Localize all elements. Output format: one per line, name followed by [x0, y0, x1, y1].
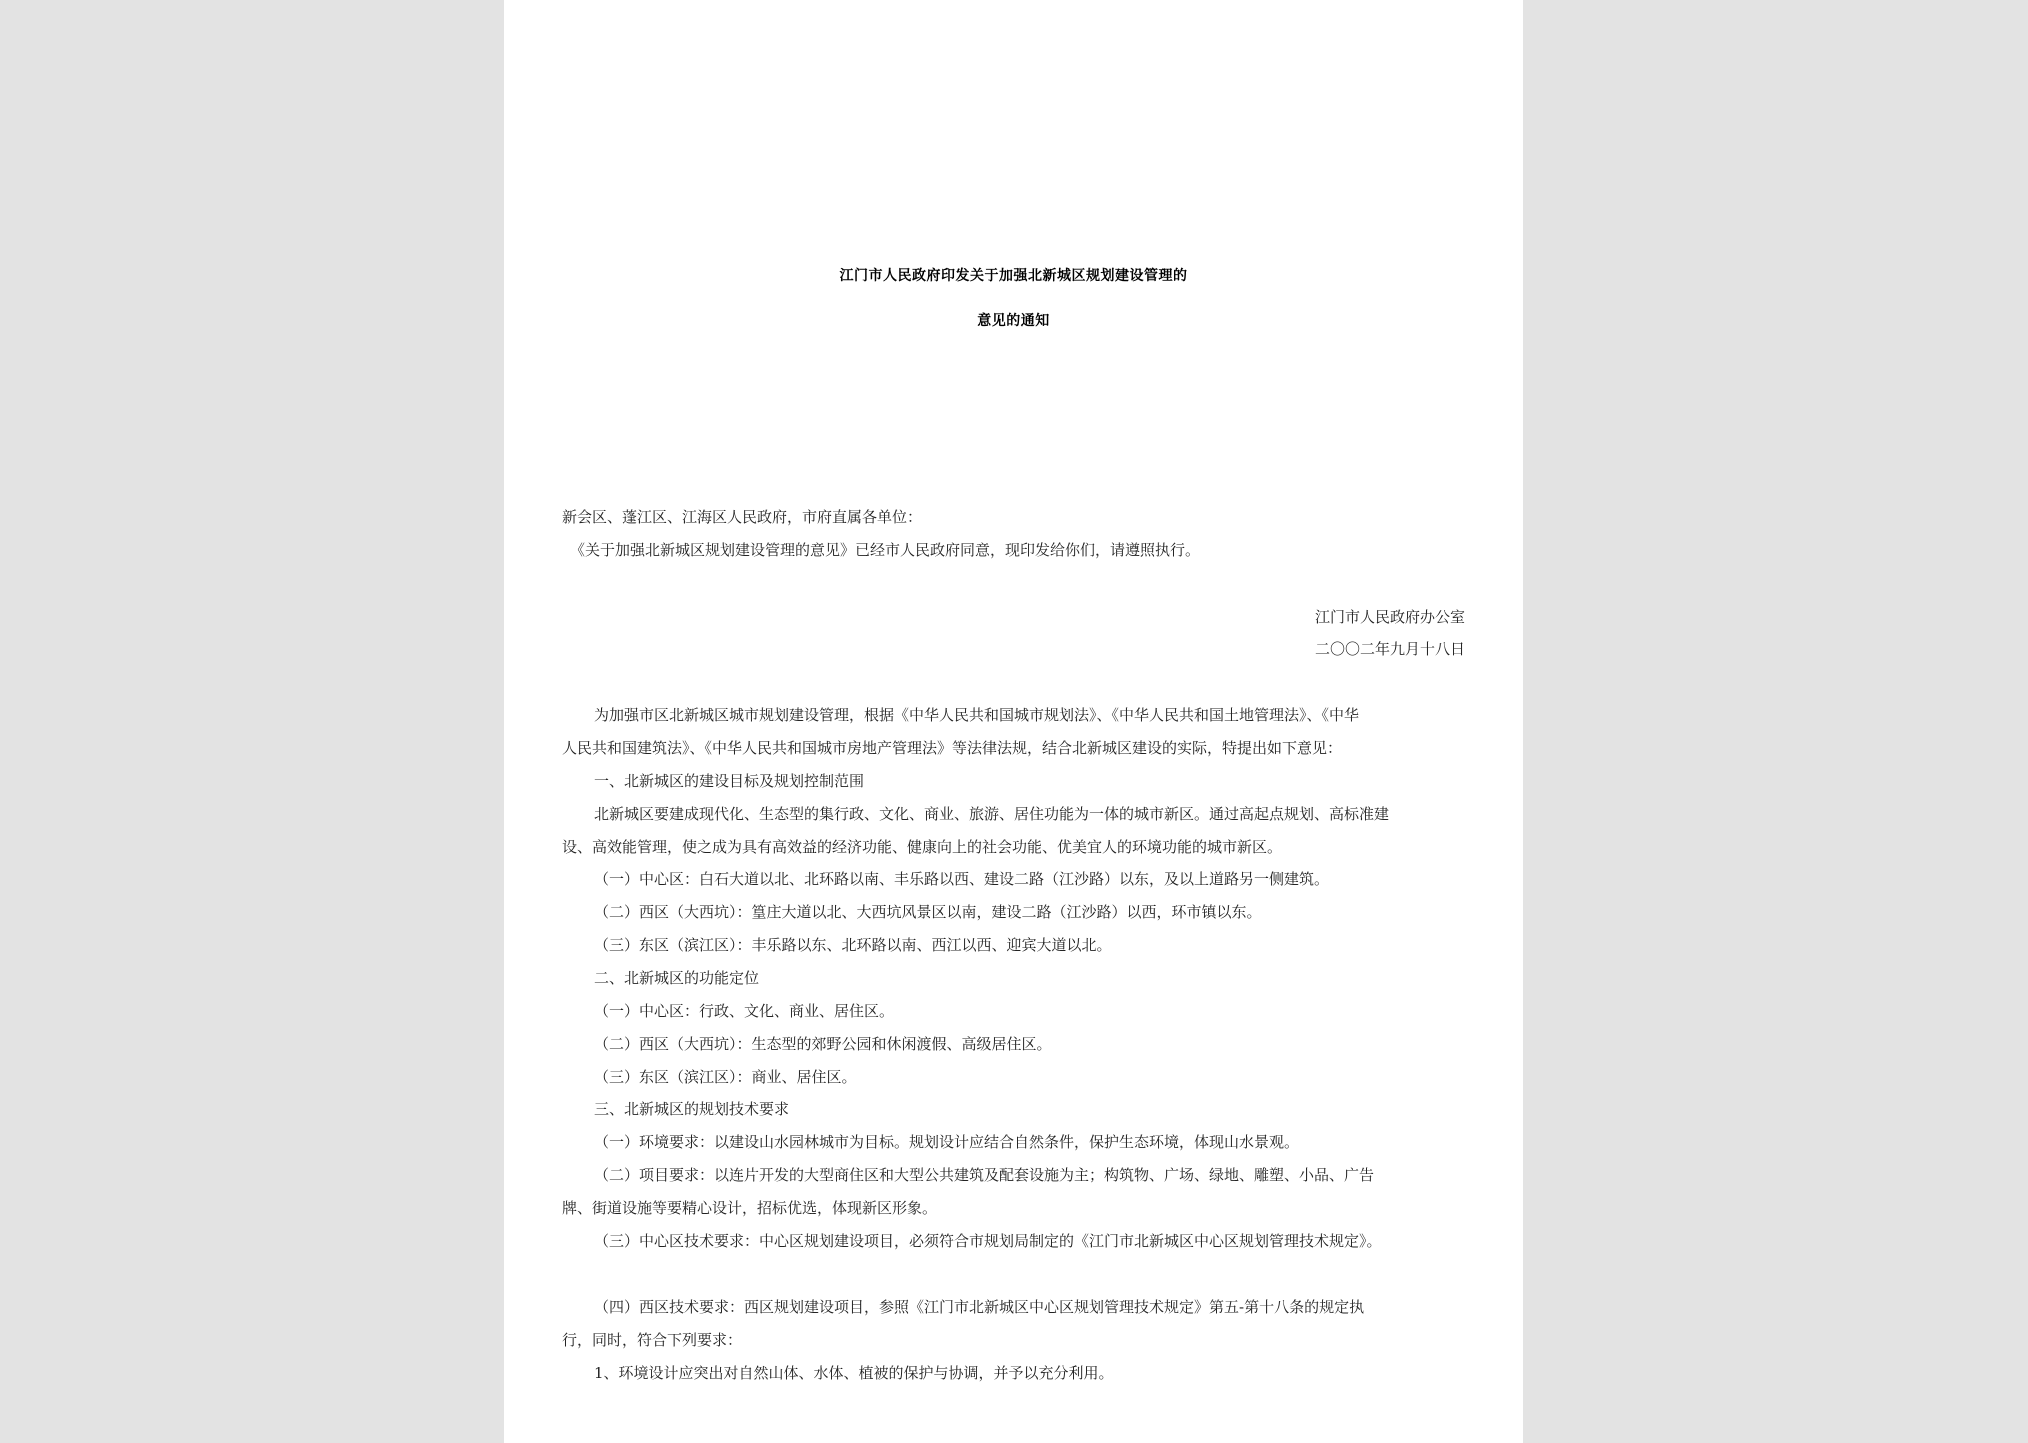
list-item: （三）中心区技术要求：中心区规划建设项目，必须符合市规划局制定的《江门市北新城区中心区规划管理技术规定》。	[594, 1232, 1382, 1250]
list-item: （二）西区（大西坑）：生态型的郊野公园和休闲渡假、高级居住区。	[594, 1035, 1052, 1053]
list-item: （一）环境要求：以建设山水园林城市为目标。规划设计应结合自然条件，保护生态环境，体现山水景观。	[594, 1133, 1300, 1151]
body-paragraph-line: 行，同时，符合下列要求：	[562, 1331, 743, 1349]
body-paragraph-line: 为加强市区北新城区城市规划建设管理，根据《中华人民共和国城市规划法》、《中华人民共和国土地管理法》、《中华	[594, 706, 1360, 724]
body-paragraph-line: 设、高效能管理，使之成为具有高效益的经济功能、健康向上的社会功能、优美宜人的环境功能的城市新区。	[562, 838, 1283, 856]
section-heading: 一、北新城区的建设目标及规划控制范围	[594, 772, 865, 790]
list-item: （三）东区（滨江区）：商业、居住区。	[594, 1068, 857, 1086]
signature-org: 江门市人民政府办公室	[1314, 608, 1465, 626]
list-item: （四）西区技术要求：西区规划建设项目，参照《江门市北新城区中心区规划管理技术规定》第五-第十八条的规定执	[594, 1298, 1365, 1316]
section-heading: 三、北新城区的规划技术要求	[594, 1100, 790, 1118]
section-heading: 二、北新城区的功能定位	[594, 969, 760, 987]
document-title-line-2: 意见的通知	[977, 313, 1050, 329]
list-item: （一）中心区：行政、文化、商业、居住区。	[594, 1002, 895, 1020]
issue-note	[504, 474, 1523, 494]
list-item: （一）中心区：白石大道以北、北环路以南、丰乐路以西、建设二路（江沙路）以东，及以上道路另一侧建筑。	[594, 870, 1330, 888]
list-item: （二）西区（大西坑）：篁庄大道以北、大西坑风景区以南，建设二路（江沙路）以西，环市镇以东。	[594, 903, 1262, 921]
document-number	[504, 442, 1523, 462]
list-item: （三）东区（滨江区）：丰乐路以东、北环路以南、西江以西、迎宾大道以北。	[594, 936, 1112, 954]
body-paragraph-line: 人民共和国建筑法》、《中华人民共和国城市房地产管理法》等法律法规，结合北新城区建设的实际，特提出如下意见：	[562, 739, 1343, 757]
addressee: 新会区、蓬江区、江海区人民政府，市府直属各单位：	[562, 508, 923, 526]
list-item: （二）项目要求：以连片开发的大型商住区和大型公共建筑及配套设施为主；构筑物、广场、绿地、雕塑、小品、广告	[594, 1166, 1375, 1184]
body-paragraph-line: 牌、街道设施等要精心设计，招标优选，体现新区形象。	[562, 1199, 938, 1217]
list-item: 1、环境设计应突出对自然山体、水体、植被的保护与协调，并予以充分利用。	[594, 1364, 1114, 1382]
body-paragraph-line: 北新城区要建成现代化、生态型的集行政、文化、商业、旅游、居住功能为一体的城市新区。通过高起点规划、高标准建	[594, 805, 1390, 823]
document-page	[504, 0, 1523, 1443]
signature-date: 二〇〇二年九月十八日	[1314, 640, 1465, 658]
document-title-line-1: 江门市人民政府印发关于加强北新城区规划建设管理的	[839, 268, 1188, 284]
notice-body: 《关于加强北新城区规划建设管理的意见》已经市人民政府同意，现印发给你们，请遵照执行。	[570, 541, 1201, 559]
